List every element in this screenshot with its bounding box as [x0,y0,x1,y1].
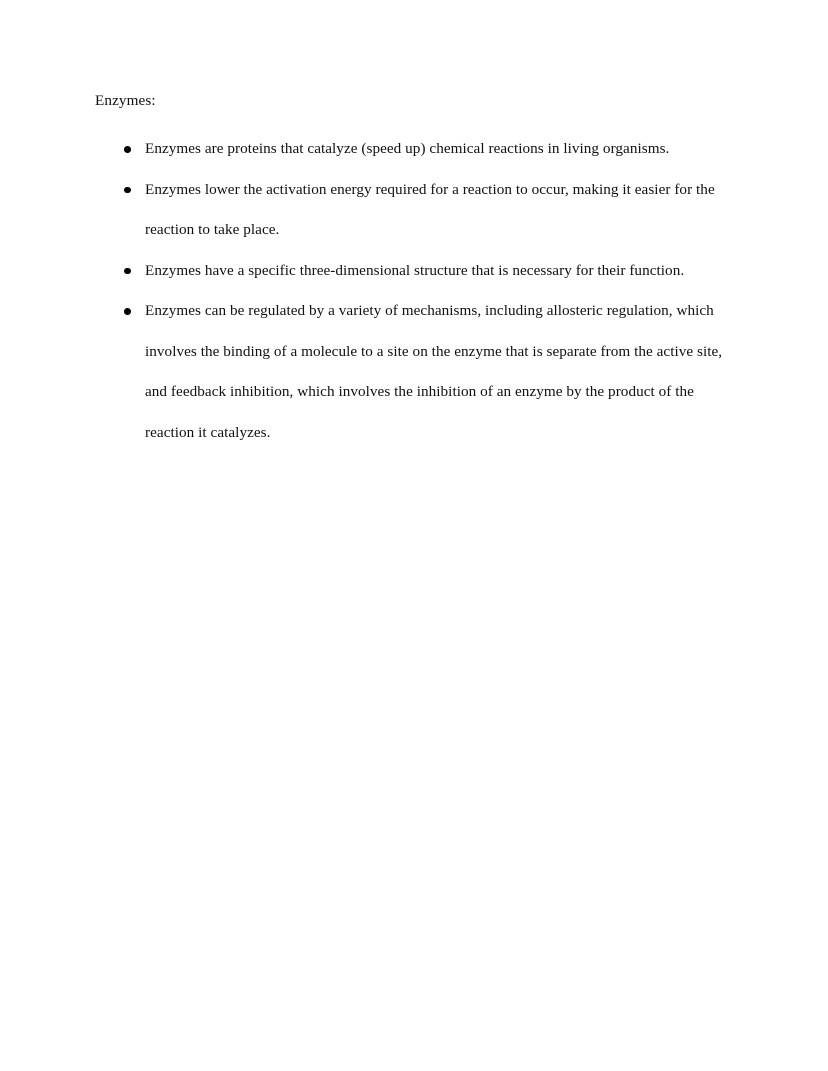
list-item [95,170,732,251]
list-item [95,251,732,292]
bullet-disc-icon [124,308,131,315]
list-item [95,291,732,453]
list-item [95,129,732,170]
list-item-text: Enzymes have a specific three-dimensional structure that is necessary for their function. [145,261,685,279]
list-item-text: Enzymes can be regulated by a variety of mechanisms, including allosteric regulation, which involves the binding of a molecule to a site on the enzyme that is separate from the active site, and feedback inhibition, which involves the inhibition of an enzyme by the product of the reaction it catalyzes. [145,302,723,441]
list-item-text: Enzymes lower the activation energy required for a reaction to occur, making it easier for the reaction to take place. [145,180,715,238]
bullet-disc-icon [124,268,131,275]
bullet-disc-icon [124,146,131,153]
page-title: Enzymes: [95,92,156,109]
bullet-disc-icon [124,187,131,194]
list-item-text: Enzymes are proteins that catalyze (speed up) chemical reactions in living organisms. [145,140,670,157]
document-body [95,89,743,453]
enzyme-facts-list [95,129,743,453]
